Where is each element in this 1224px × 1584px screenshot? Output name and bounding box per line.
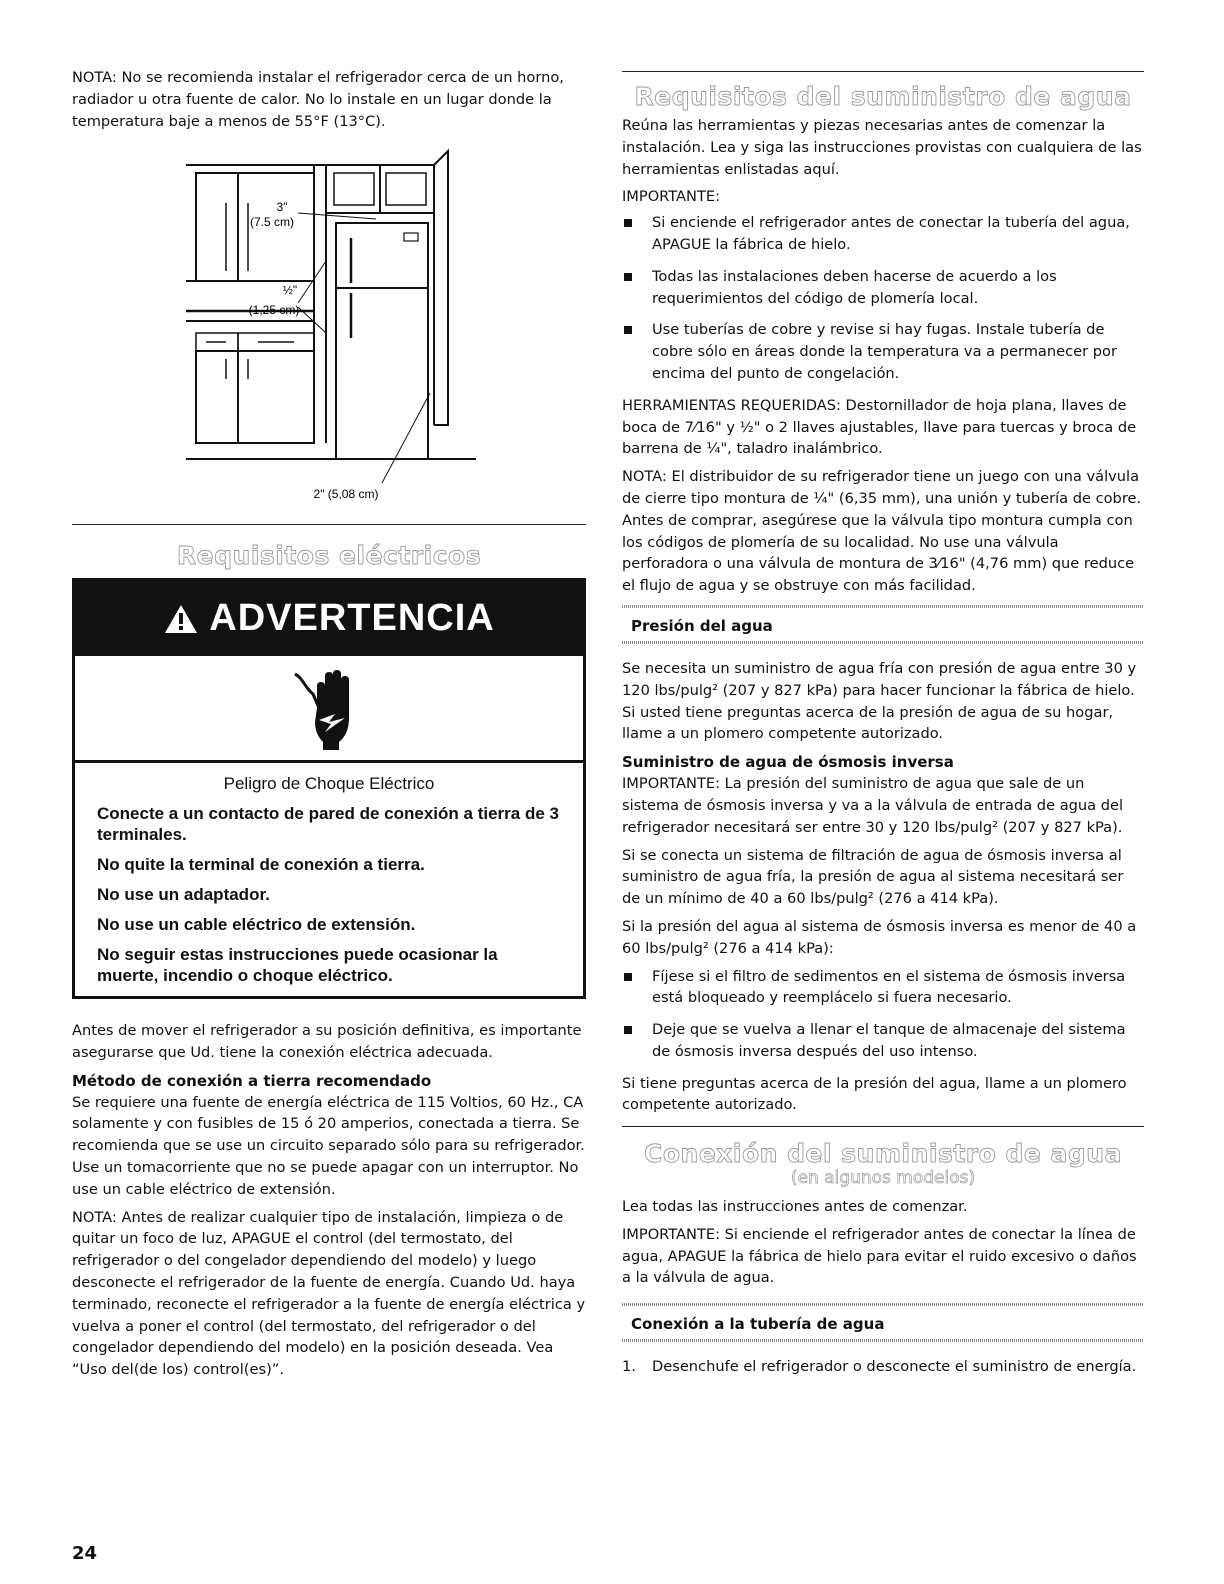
water-connection-title: Conexión del suministro de agua: [644, 1139, 1122, 1169]
warning-box: [72, 578, 586, 999]
reverse-osmosis-contact: Si tiene preguntas acerca de la presión del agua, llame a un plomero competente autorizado.: [622, 1074, 1127, 1114]
water-pressure-title: Presión del agua: [631, 616, 773, 635]
dim-side-inches: ½": [282, 283, 298, 297]
section-divider: [622, 71, 1144, 72]
warning-header: [75, 581, 583, 656]
warning-caption: Peligro de Choque Eléctrico: [223, 774, 435, 793]
dim-bottom: 2" (5,08 cm): [313, 487, 379, 501]
lower-cabinet-door: [238, 351, 314, 443]
water-intro: Reúna las herramientas y piezas necesarias antes de comenzar la instalación. Lea y siga las instrucciones provistas con cualquiera de las herramientas enlistadas aquí.: [622, 117, 1142, 178]
dim-side-cm: (1,25 cm): [248, 303, 300, 317]
reverse-osmosis-important: IMPORTANTE: La presión del suministro de agua que sale de un sistema de ósmosis inversa y va a la válvula de entrada de agua del refrigerador necesitará ser entre 30 y 120 lbs/pulg² (207 y 827 kPa).: [622, 775, 1124, 836]
important-list: [622, 212, 1144, 385]
list-item: Fíjese si el filtro de sedimentos en el sistema de ósmosis inversa está bloqueado y reemplácelo si fuera necesario.: [622, 966, 1144, 1010]
note-heat-source: NOTA: No se recomienda instalar el refrigerador cerca de un horno, radiador u otra fuente de calor. No lo instale en un lugar donde la temperatura baje a menos de 55°F (13°C).: [72, 69, 564, 130]
step-item: [622, 1356, 1144, 1378]
list-item: Use tuberías de cobre y revise si hay fugas. Instale tubería de cobre sólo en áreas donde la temperatura va a permanecer por encima del punto de congelación.: [622, 319, 1144, 384]
warning-heading: ADVERTENCIA: [209, 597, 495, 639]
electrical-requirements-title: Requisitos eléctricos: [176, 541, 482, 570]
left-column-lower: [72, 1020, 586, 1381]
warning-line: No quite la terminal de conexión a tierra.: [97, 854, 425, 874]
water-connection-subtitle: (en algunos modelos): [790, 1168, 976, 1189]
water-supply-title: Requisitos del suministro de agua: [634, 82, 1132, 111]
grounding-method-title: Método de conexión a tierra recomendado: [72, 1071, 432, 1090]
reverse-osmosis-title: Suministro de agua de ósmosis inversa: [622, 753, 954, 772]
required-tools: HERRAMIENTAS REQUERIDAS: Destornillador de hoja plana, llaves de boca de 7⁄16" y ½" o 2 llaves ajustables, llave para tuercas y broca de barrena de ¼", taladro inalámbrico.: [622, 396, 1137, 458]
warning-icon-row: [75, 656, 583, 763]
grounding-method-text: Se requiere una fuente de energía eléctrica de 115 Voltios, 60 Hz., CA solamente y con fusibles de 15 ó 20 amperios, conectada a tierra. Se recomienda que se use un circuito separado sólo para su refrigerador. Use un tomacorriente que no se puede apagar con un interruptor. No use un cable eléctrico de extensión.: [72, 1093, 585, 1198]
warning-line: No use un adaptador.: [97, 884, 270, 904]
step-number: 1.: [622, 1358, 636, 1376]
warning-line: No use un cable eléctrico de extensión.: [97, 914, 416, 934]
page-number: 24: [72, 1543, 98, 1564]
reverse-osmosis-list: [622, 966, 1144, 1063]
reverse-osmosis-text: Si se conecta un sistema de filtración de agua de ósmosis inversa al suministro de agua fría, la presión de agua al sistema necesitará ser de un mínimo de 40 a 60 lbs/pulg² (276 a 414 kPa).: [622, 846, 1124, 908]
clearance-diagram: [186, 143, 476, 508]
list-item: Deje que se vuelva a llenar el tanque de almacenaje del sistema de ósmosis inversa después del uso intenso.: [622, 1019, 1144, 1063]
list-item: Todas las instalaciones deben hacerse de acuerdo a los requerimientos del código de plomería local.: [622, 266, 1144, 310]
important-label: IMPORTANTE:: [622, 188, 720, 206]
hatched-divider: [622, 1339, 1144, 1342]
water-connection-text: Lea todas las instrucciones antes de comenzar.: [622, 1198, 968, 1216]
intro-paragraph: Antes de mover el refrigerador a su posición definitiva, es importante asegurarse que Ud. tiene la conexión eléctrica adecuada.: [72, 1022, 582, 1061]
step-text: Desenchufe el refrigerador o desconecte el suministro de energía.: [652, 1358, 1137, 1376]
lower-cabinet-door: [196, 351, 238, 443]
dim-top-cm: (7.5 cm): [249, 215, 295, 229]
section-divider: [622, 1126, 1144, 1127]
distributor-note: NOTA: El distribuidor de su refrigerador tiene un juego con una válvula de cierre tipo montura de ¼" (6,35 mm), una unión y tubería de cobre. Antes de comprar, asegúrese que la válvula tipo montura cumpla con los códigos de plomería de su localidad. No use una válvula perforadora o una válvula de montura de 3⁄16" (4,76 mm) que reduce el flujo de agua y se obstruye con más facilidad.: [622, 468, 1142, 595]
upper-cabinet-door: [196, 173, 238, 281]
water-pressure-text: Se necesita un suministro de agua fría con presión de agua entre 30 y 120 lbs/pulg² (207 y 827 kPa) para hacer funcionar la fábrica de hielo. Si usted tiene preguntas acerca de la presión de agua de su hogar, llame a un plomero competente autorizado.: [622, 659, 1137, 743]
section-divider: [72, 524, 586, 525]
pipe-connection-title: Conexión a la tubería de agua: [631, 1315, 885, 1334]
reverse-osmosis-text: Si la presión del agua al sistema de ósmosis inversa es menor de 40 a 60 lbs/pulg² (276 a 414 kPa):: [622, 917, 1137, 957]
hatched-divider: [622, 641, 1144, 644]
dim-top-inches: 3": [276, 200, 288, 214]
list-item: Si enciende el refrigerador antes de conectar la tubería del agua, APAGUE la fábrica de hielo.: [622, 212, 1144, 256]
side-panel: [434, 151, 448, 425]
right-column: [622, 71, 1144, 1378]
electric-shock-hand-icon: [289, 664, 369, 752]
water-connection-important: IMPORTANTE: Si enciende el refrigerador antes de conectar la línea de agua, APAGUE la fábrica de hielo para evitar el ruido excesivo o daños a la válvula de agua.: [622, 1225, 1137, 1287]
warning-line: Conecte a un contacto de pared de conexión a tierra de 3 terminales.: [97, 803, 559, 844]
warning-triangle-icon: [163, 603, 199, 635]
warning-line: No seguir estas instrucciones puede ocasionar la muerte, incendio o choque eléctrico.: [97, 944, 498, 985]
note-power-off: NOTA: Antes de realizar cualquier tipo de instalación, limpieza o de quitar un foco de luz, APAGUE el control (del termostato, del refrigerador o del congelador dependiendo del modelo) y luego desconecte el refrigerador de la fuente de energía. Cuando Ud. haya terminado, reconecte el refrigerador a la fuente de energía eléctrica y vuelva a poner el control (del termostato, del refrigerador o del congelador dependiendo del modelo) en la posición deseada. Vea “Uso del(de los) control(es)”.: [72, 1208, 586, 1379]
